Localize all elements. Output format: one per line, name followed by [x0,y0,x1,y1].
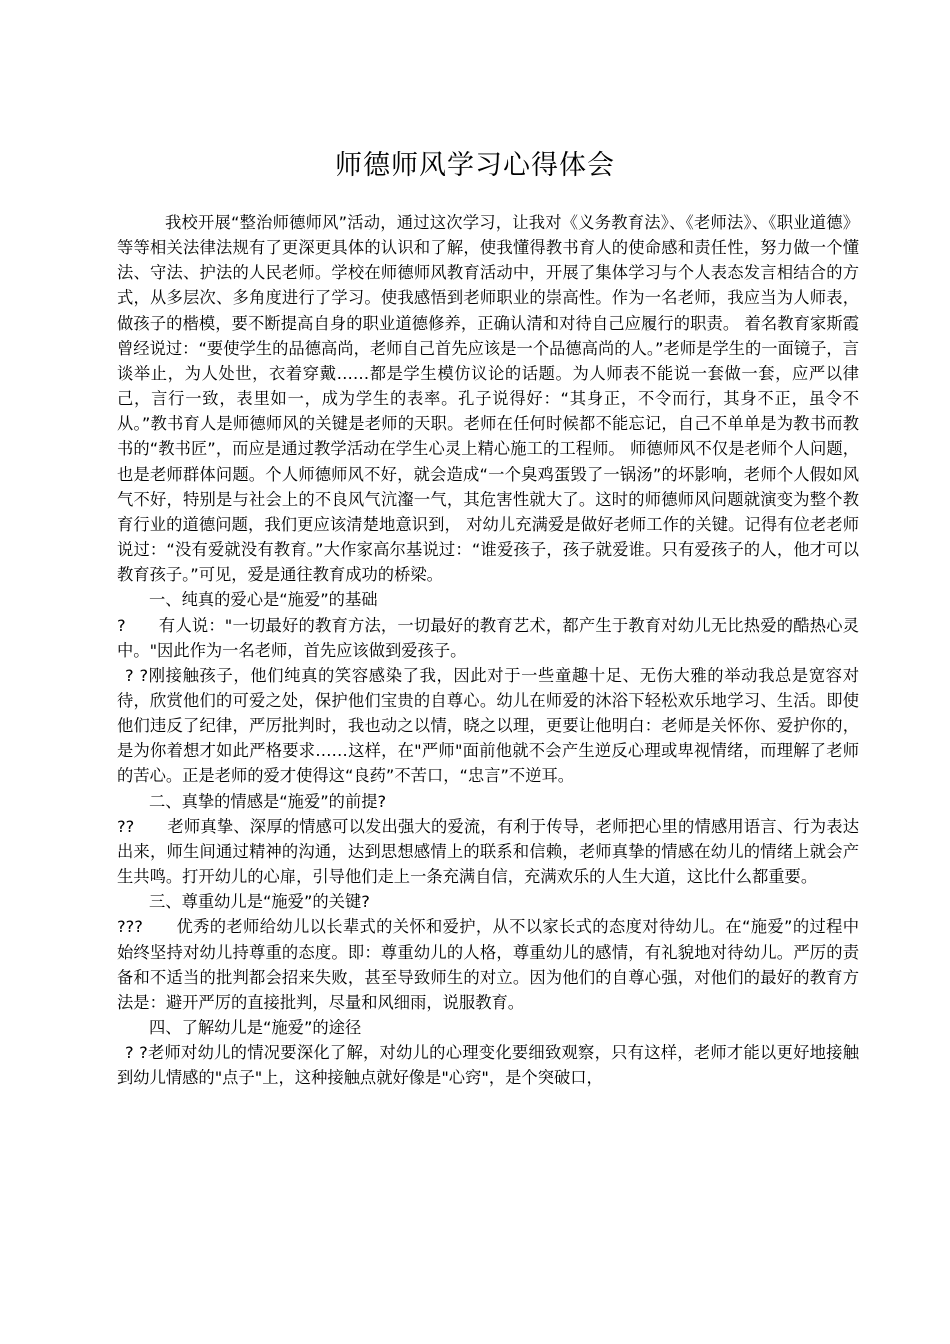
paragraph-intro: 我校开展“整治师德师风”活动，通过这次学习，让我对《义务教育法》、《老师法》、《职业道德》等等相关法律法规有了更深更具体的认识和了解，使我懂得教书育人的使命感和责任性，努力做一个懂法、守法、护法的人民老师。学校在师德师风教育活动中，开展了集体学习与个人表态发言相结合的方式，从多层次、多角度进行了学习。使我感悟到老师职业的崇高性。作为一名老师，我应当为人师表，做孩子的楷模，要不断提高自身的职业道德修养，正确认清和对待自己应履行的职责。 着名教育家斯霞曾经说过：“要使学生的品德高尚，老师自己首先应该是一个品德高尚的人。”老师是学生的一面镜子，言谈举止，为人处世，衣着穿戴……都是学生模仿议论的话题。为人师表不能说一套做一套，应严以律己，言行一致，表里如一，成为学生的表率。孔子说得好：“其身正，不令而行，其身不正，虽令不从。”教书育人是师德师风的关键是老师的天职。老师在任何时候都不能忘记，自己不单单是为教书而教书的“教书匠”，而应是通过教学活动在学生心灵上精心施工的工程师。 师德师风不仅是老师个人问题，也是老师群体问题。个人师德师风不好，就会造成“一个臭鸡蛋毁了一锅汤”的坏影响，老师个人假如风气不好，特别是与社会上的不良风气沆瀣一气，其危害性就大了。这时的师德师风问题就演变为整个教育行业的道德问题，我们更应该清楚地意识到， 对幼儿充满爱是做好老师工作的关键。记得有位老老师说过：“没有爱就没有教育。”大作家高尔基说过：“谁爱孩子，孩子就爱谁。只有爱孩子的人，他才可以教育孩子。”可见，爱是通往教育成功的桥梁。 [117,213,859,585]
section-heading-2: 二、真挚的情感是“施爱”的前提? [149,791,387,811]
document-title: 师德师风学习心得体会 [335,150,615,181]
paragraph-section-1a: ? 有人说："一切最好的教育方法，一切最好的教育艺术，都产生于教育对幼儿无比热爱的酷热心灵中。"因此作为一名老师，首先应该做到爱孩子。 [117,615,859,660]
paragraph-section-2: ?? 老师真挚、深厚的情感可以发出强大的爱流，有利于传导，老师把心里的情感用语言、行为表达出来，师生间通过精神的沟通，达到思想感情上的联系和信赖，老师真挚的情感在幼儿的情绪上就会产生共鸣。打开幼儿的心扉，引导他们走上一条充满自信，充满欢乐的人生大道，这比什么都重要。 [117,816,859,887]
document-body [117,210,859,1090]
paragraph-section-4: ? ?老师对幼儿的情况要深化了解，对幼儿的心理变化要细致观察，只有这样，老师才能以更好地接触到幼儿情感的"点子"上，这种接触点就好像是"心窍"，是个突破口， [117,1043,859,1088]
section-heading-4: 四、了解幼儿是“施爱”的途径 [149,1018,362,1037]
paragraph-section-1b: ? ?刚接触孩子，他们纯真的笑容感染了我，因此对于一些童趣十足、无伤大雅的举动我总是宽容对待，欣赏他们的可爱之处，保护他们宝贵的自尊心。幼儿在师爱的沐浴下轻松欢乐地学习、生活。即使他们违反了纪律，严厉批判时，我也动之以情，晓之以理，更要让他明白：老师是关怀你、爱护你的，是为你着想才如此严格要求……这样，在"严师"面前他就不会产生逆反心理或卑视情绪，而理解了老师的苦心。正是老师的爱才使得这“良药”不苦口，“忠言”不逆耳。 [117,665,859,786]
section-heading-1: 一、纯真的爱心是“施爱”的基础 [149,590,378,610]
paragraph-section-3: ??? 优秀的老师给幼儿以长辈式的关怀和爱护，从不以家长式的态度对待幼儿。在“施爱”的过程中始终坚持对幼儿持尊重的态度。即：尊重幼儿的人格，尊重幼儿的感情，有礼貌地对待幼儿。严厉的责备和不适当的批判都会招来失败，甚至导致师生的对立。因为他们的自尊心强，对他们的最好的教育方法是：避开严厉的直接批判，尽量和风细雨，说服教育。 [117,917,859,1012]
section-heading-3: 三、尊重幼儿是“施爱”的关键? [149,892,370,912]
